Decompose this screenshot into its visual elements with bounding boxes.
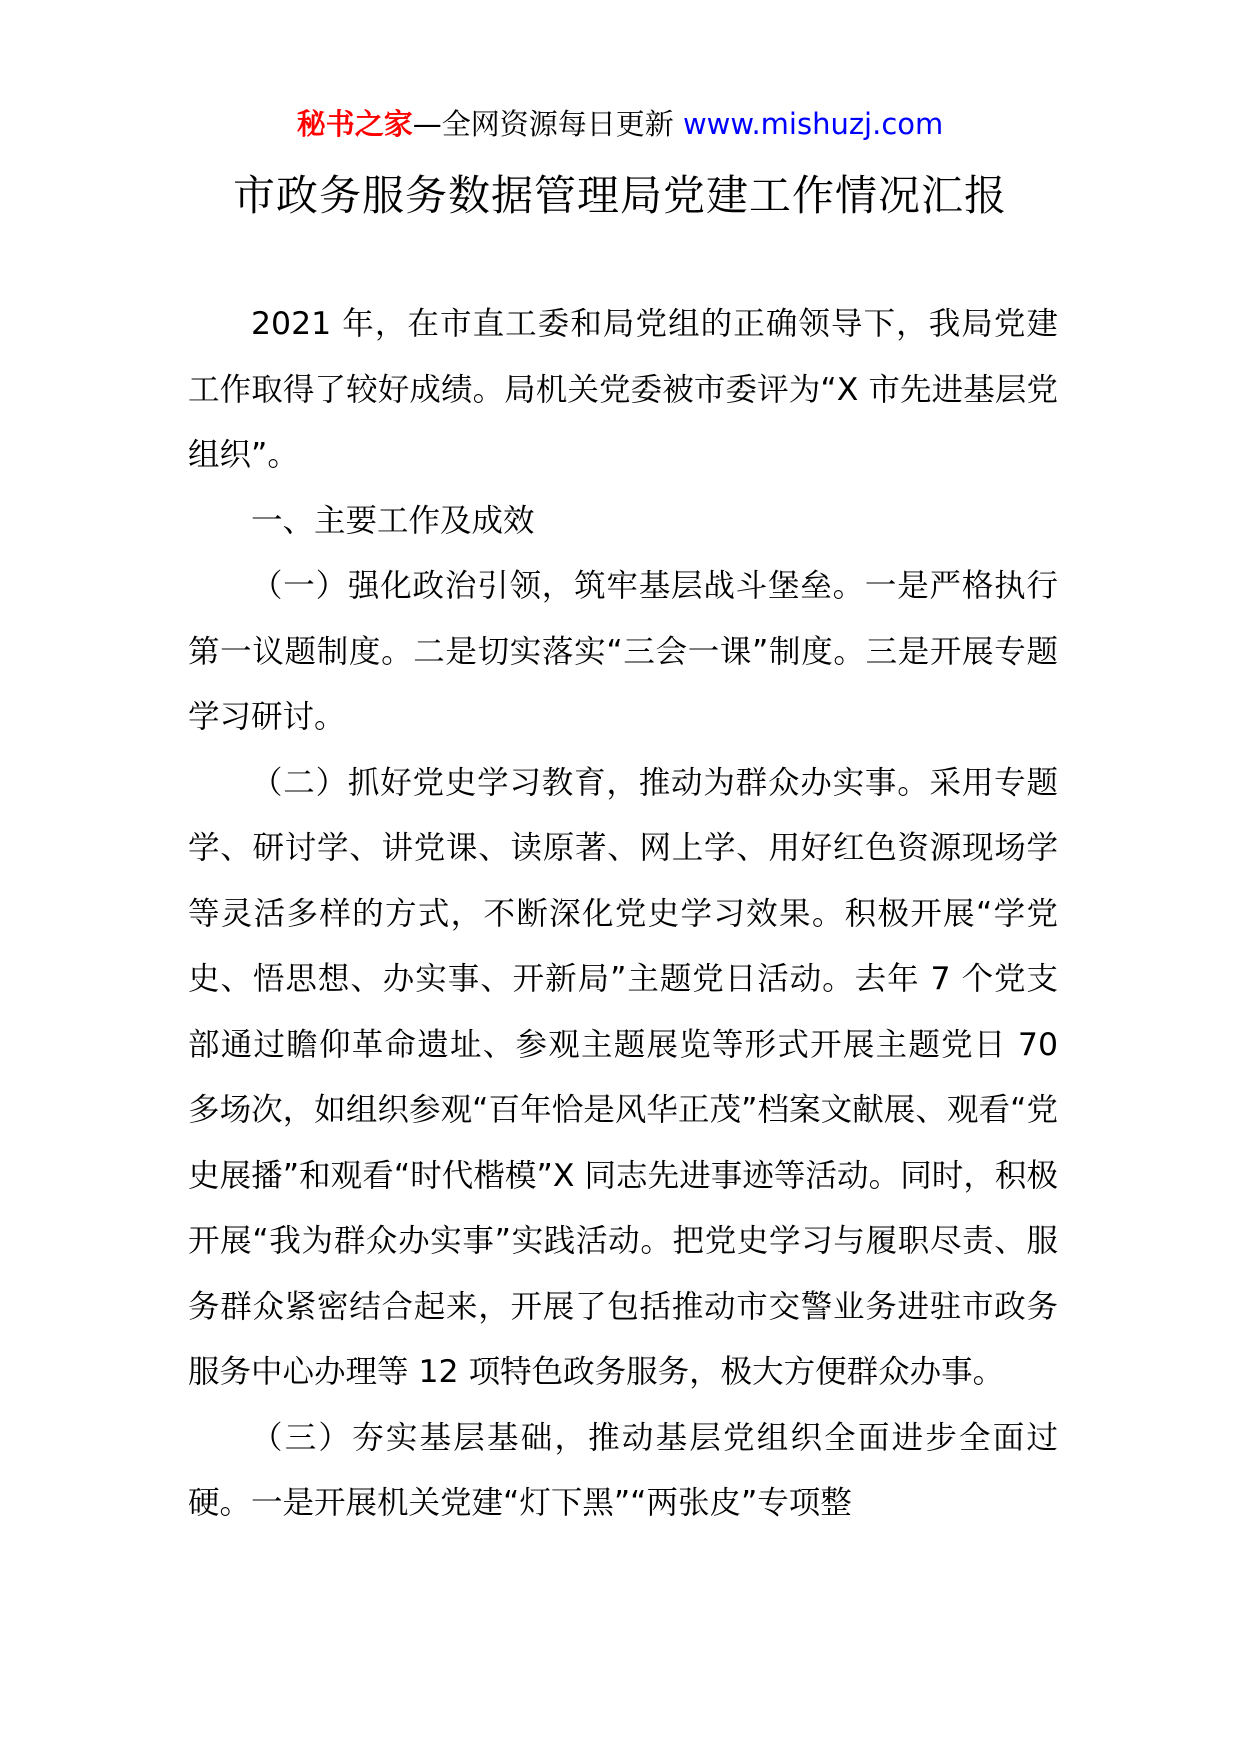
paragraph-item-3: （三）夯实基层基础，推动基层党组织全面进步全面过硬。一是开展机关党建“灯下黑”“两张皮”专项整 [188, 1419, 1058, 1521]
document-body [188, 292, 1058, 1537]
paragraph-intro: 2021 年，在市直工委和局党组的正确领导下，我局党建工作取得了较好成绩。局机关党委被市委评为“X 市先进基层党组织”。 [188, 306, 1058, 473]
brand-name: 秘书之家 [296, 107, 413, 141]
watermark-header [0, 100, 1240, 148]
paragraph-item-2: （二）抓好党史学习教育，推动为群众办实事。采用专题学、研讨学、讲党课、读原著、网上学、用好红色资源现场学等灵活多样的方式，不断深化党史学习效果。积极开展“学党史、悟思想、办实事、开新局”主题党日活动。去年 7 个党支部通过瞻仰革命遗址、参观主题展览等形式开展主题党日 70 多场次，如组织参观“百年恰是风华正茂”档案文献展、观看“党史展播”和观看“时代楷模”X 同志先进事迹等活动。同时，积极开展“我为群众办实事”实践活动。把党史学习与履职尽责、服务群众紧密结合起来，开展了包括推动市交警业务进驻市政务服务中心办理等 12 项特色政务服务，极大方便群众办事。 [188, 764, 1058, 1390]
paragraph-item-1: （一）强化政治引领，筑牢基层战斗堡垒。一是严格执行第一议题制度。二是切实落实“三会一课”制度。三是开展专题学习研讨。 [188, 568, 1058, 735]
document-title: 市政务服务数据管理局党建工作情况汇报 [232, 171, 1007, 220]
header-slogan: —全网资源每日更新 [412, 107, 674, 141]
website-link[interactable]: www.mishuzj.com [682, 107, 944, 141]
section-heading: 一、主要工作及成效 [251, 502, 535, 539]
